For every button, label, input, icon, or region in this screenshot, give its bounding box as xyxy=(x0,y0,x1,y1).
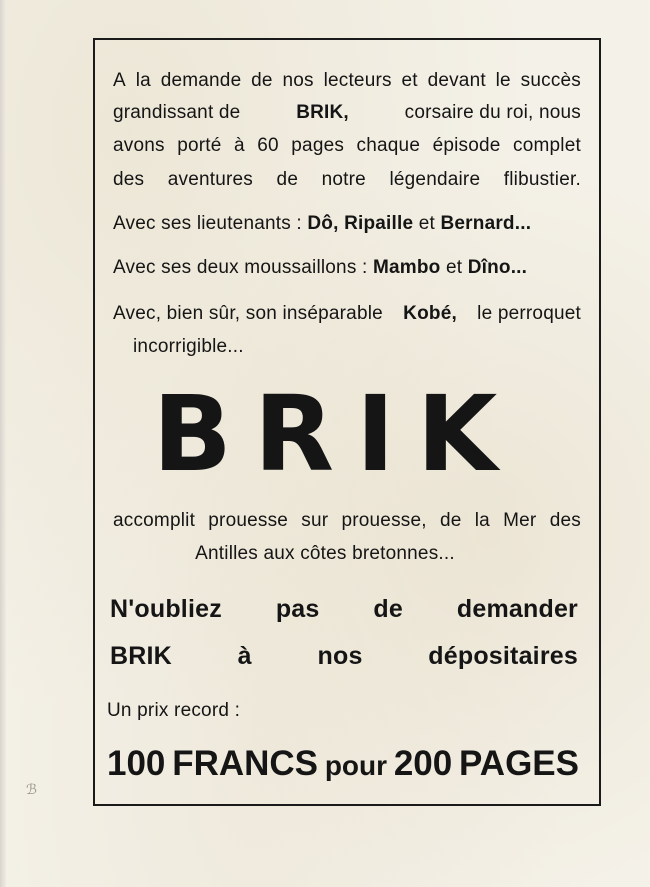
cabin-boys-line xyxy=(113,257,527,279)
parrot-line-1 xyxy=(113,303,581,325)
reminder-line-1 xyxy=(110,595,578,624)
word: la xyxy=(135,70,151,91)
price-number: 100 xyxy=(107,744,166,783)
word: de xyxy=(439,510,462,531)
word: des xyxy=(549,510,581,531)
intro-text: corsaire du roi, nous xyxy=(404,102,581,123)
word: flibustier. xyxy=(503,169,581,190)
intro-line-3 xyxy=(113,135,581,157)
word: avons xyxy=(113,135,165,156)
word: porté xyxy=(177,135,222,156)
character-name: Dô, xyxy=(307,213,339,234)
word: dépositaires xyxy=(428,642,578,670)
word: N'oubliez xyxy=(110,595,222,623)
price-word: pour xyxy=(324,750,388,781)
word: 60 xyxy=(257,135,279,156)
character-name: Ripaille xyxy=(344,213,414,234)
word: légendaire xyxy=(389,169,481,190)
word: pas xyxy=(275,595,320,623)
parrot-text: incorrigible... xyxy=(133,336,244,357)
word: Mer xyxy=(503,510,537,531)
word: demande xyxy=(160,70,242,91)
word: notre xyxy=(321,169,366,190)
parrot-text: le perroquet xyxy=(477,303,581,324)
cabin-boys-label: Avec ses deux moussaillons : xyxy=(113,257,368,278)
corner-mark: ℬ xyxy=(26,781,38,797)
word: prouesse xyxy=(208,510,289,531)
intro-line-4 xyxy=(113,169,581,191)
word: de xyxy=(251,70,273,91)
brik-name: BRIK, xyxy=(296,102,349,123)
brik-title: BRIK xyxy=(152,373,520,495)
word: complet xyxy=(513,135,581,156)
character-name: Dîno... xyxy=(467,257,528,278)
word: demander xyxy=(456,595,578,623)
page-count: 200 xyxy=(393,744,453,783)
word: de xyxy=(276,169,299,190)
word: accomplit xyxy=(113,510,196,531)
conjunction: et xyxy=(418,213,435,234)
word: prouesse, xyxy=(341,510,427,531)
word: épisode xyxy=(432,135,501,156)
intro-line-1 xyxy=(113,70,581,92)
price-label: Un prix record : xyxy=(107,700,241,721)
intro-line-2 xyxy=(113,102,581,124)
feat-line-1 xyxy=(113,510,581,532)
price-line xyxy=(107,744,579,784)
character-name: Mambo xyxy=(372,257,441,278)
word: des xyxy=(113,169,145,190)
word: et xyxy=(401,70,418,91)
pages-word: PAGES xyxy=(459,744,579,783)
word: nos xyxy=(317,642,363,670)
parrot-line-2 xyxy=(133,336,244,358)
character-name: Kobé, xyxy=(403,303,457,324)
feat-line-2 xyxy=(0,543,650,565)
conjunction: et xyxy=(445,257,463,278)
word: pages xyxy=(291,135,345,156)
word: sur xyxy=(301,510,329,531)
reminder-line-2 xyxy=(110,642,578,671)
word: nos xyxy=(282,70,314,91)
word: devant xyxy=(427,70,486,91)
word: succès xyxy=(520,70,581,91)
lieutenants-line xyxy=(113,213,531,235)
parrot-text: Avec, bien sûr, son inséparable xyxy=(113,303,383,324)
word: le xyxy=(495,70,511,91)
word: lecteurs xyxy=(323,70,392,91)
intro-text: grandissant de xyxy=(113,102,241,123)
word: à xyxy=(233,135,245,156)
word: aventures xyxy=(167,169,254,190)
word: de xyxy=(373,595,403,623)
character-name: Bernard... xyxy=(440,213,532,234)
currency: FRANCS xyxy=(172,744,319,783)
word: la xyxy=(474,510,490,531)
word: à xyxy=(237,642,252,670)
word: BRIK xyxy=(110,642,172,670)
word: A xyxy=(113,70,126,91)
word: chaque xyxy=(356,135,421,156)
lieutenants-label: Avec ses lieutenants : xyxy=(113,213,302,234)
feat-text: Antilles aux côtes bretonnes... xyxy=(195,543,455,564)
